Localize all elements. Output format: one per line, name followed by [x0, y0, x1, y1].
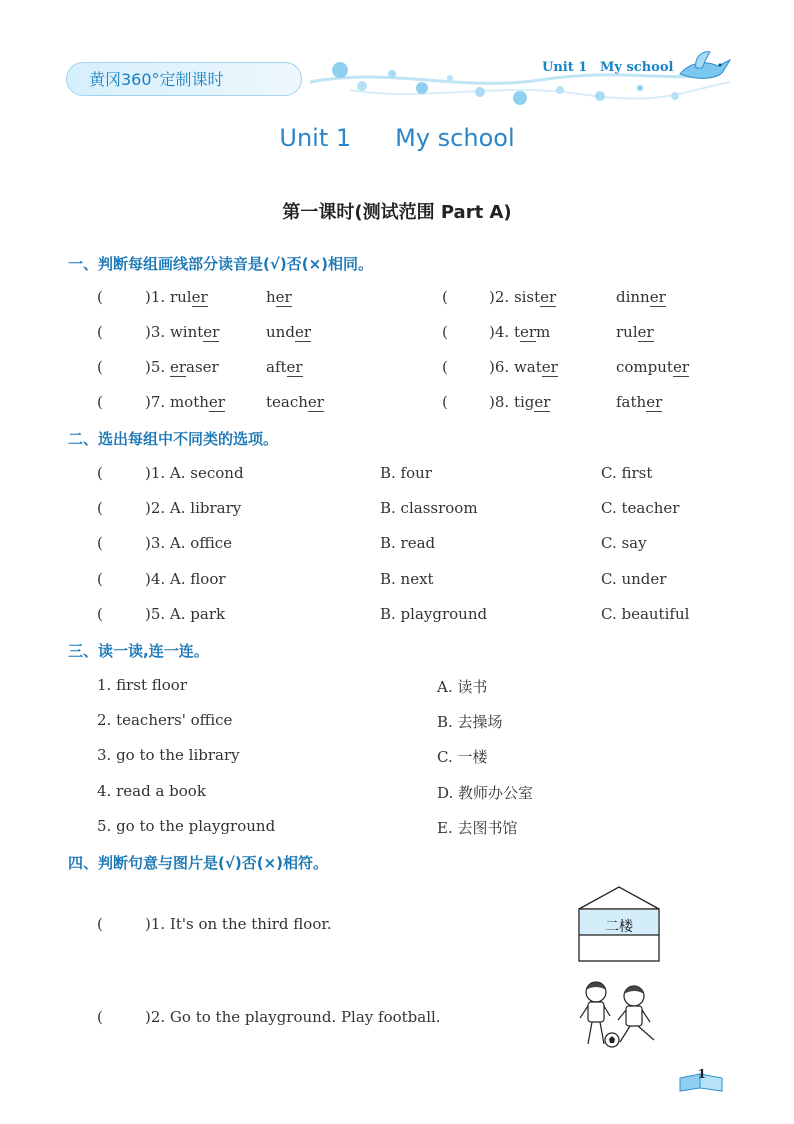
option-a: )2. A. library	[145, 499, 242, 517]
header-unit-label: Unit 1	[542, 60, 588, 75]
option-c: C. first	[601, 464, 653, 482]
option-b: B. playground	[380, 605, 488, 623]
list-item: ruler	[616, 323, 654, 341]
header-decoration	[300, 52, 740, 112]
answer-paren: (	[97, 1008, 103, 1026]
page-title	[0, 124, 794, 152]
section1-title: 一、判断每组画线部分读音是(√)否(×)相同。	[68, 255, 373, 273]
option-c: C. teacher	[601, 499, 680, 517]
match-left-item: 3. go to the library	[97, 746, 240, 764]
match-left-item: 4. read a book	[97, 782, 206, 800]
answer-paren: (	[442, 358, 448, 376]
list-item: )7. mother	[145, 393, 225, 411]
option-a: )1. A. second	[145, 464, 244, 482]
answer-paren: (	[97, 915, 103, 933]
list-item: after	[266, 358, 303, 376]
list-item: )4. term	[489, 323, 551, 341]
answer-paren: (	[442, 393, 448, 411]
list-item: )1. ruler	[145, 288, 208, 306]
answer-paren: (	[97, 358, 103, 376]
answer-paren: (	[97, 534, 103, 552]
option-b: B. four	[380, 464, 432, 482]
building-sign: 二楼	[605, 919, 633, 935]
option-b: B. classroom	[380, 499, 478, 517]
header-unit-title: My school	[600, 60, 674, 75]
football-picture	[574, 978, 670, 1054]
match-right-item: C. 一楼	[437, 748, 488, 766]
option-a: )5. A. park	[145, 605, 226, 623]
list-item: computer	[616, 358, 690, 376]
section4-title: 四、判断句意与图片是(√)否(×)相符。	[68, 854, 328, 872]
option-c: C. say	[601, 534, 647, 552]
lesson-title: 第一课时(测试范围 Part A)	[282, 202, 512, 223]
bird-icon	[676, 48, 732, 86]
answer-paren: (	[97, 464, 103, 482]
list-item: )6. water	[489, 358, 558, 376]
option-c: C. beautiful	[601, 605, 690, 623]
answer-paren: (	[97, 605, 103, 623]
match-right-item: B. 去操场	[437, 713, 503, 731]
section2-title: 二、选出每组中不同类的选项。	[68, 430, 279, 448]
list-item: )8. tiger	[489, 393, 551, 411]
match-right-item: E. 去图书馆	[437, 819, 518, 837]
option-a: )4. A. floor	[145, 570, 226, 588]
list-item: her	[266, 288, 292, 306]
page-number: 1	[697, 1067, 706, 1081]
unit-name: My school	[395, 124, 515, 152]
match-left-item: 5. go to the playground	[97, 817, 276, 835]
option-b: B. next	[380, 570, 434, 588]
answer-paren: (	[97, 323, 103, 341]
match-right-item: A. 读书	[437, 678, 488, 696]
list-item: dinner	[616, 288, 666, 306]
answer-paren: (	[442, 323, 448, 341]
option-b: B. read	[380, 534, 436, 552]
match-left-item: 2. teachers' office	[97, 711, 233, 729]
sentence-item: )1. It's on the third floor.	[145, 915, 332, 933]
option-a: )3. A. office	[145, 534, 233, 552]
match-left-item: 1. first floor	[97, 676, 187, 694]
list-item: teacher	[266, 393, 324, 411]
option-c: C. under	[601, 570, 667, 588]
answer-paren: (	[97, 288, 103, 306]
list-item: )3. winter	[145, 323, 220, 341]
answer-paren: (	[442, 288, 448, 306]
brand-badge: 黄冈360°定制课时	[66, 62, 302, 96]
list-item: )2. sister	[489, 288, 557, 306]
list-item: under	[266, 323, 311, 341]
answer-paren: (	[97, 570, 103, 588]
answer-paren: (	[97, 499, 103, 517]
list-item: father	[616, 393, 663, 411]
match-right-item: D. 教师办公室	[437, 784, 534, 802]
unit-number: Unit 1	[279, 124, 352, 152]
answer-paren: (	[97, 393, 103, 411]
sentence-item: )2. Go to the playground. Play football.	[145, 1008, 441, 1026]
section3-title: 三、读一读,连一连。	[68, 642, 209, 660]
list-item: )5. eraser	[145, 358, 219, 376]
